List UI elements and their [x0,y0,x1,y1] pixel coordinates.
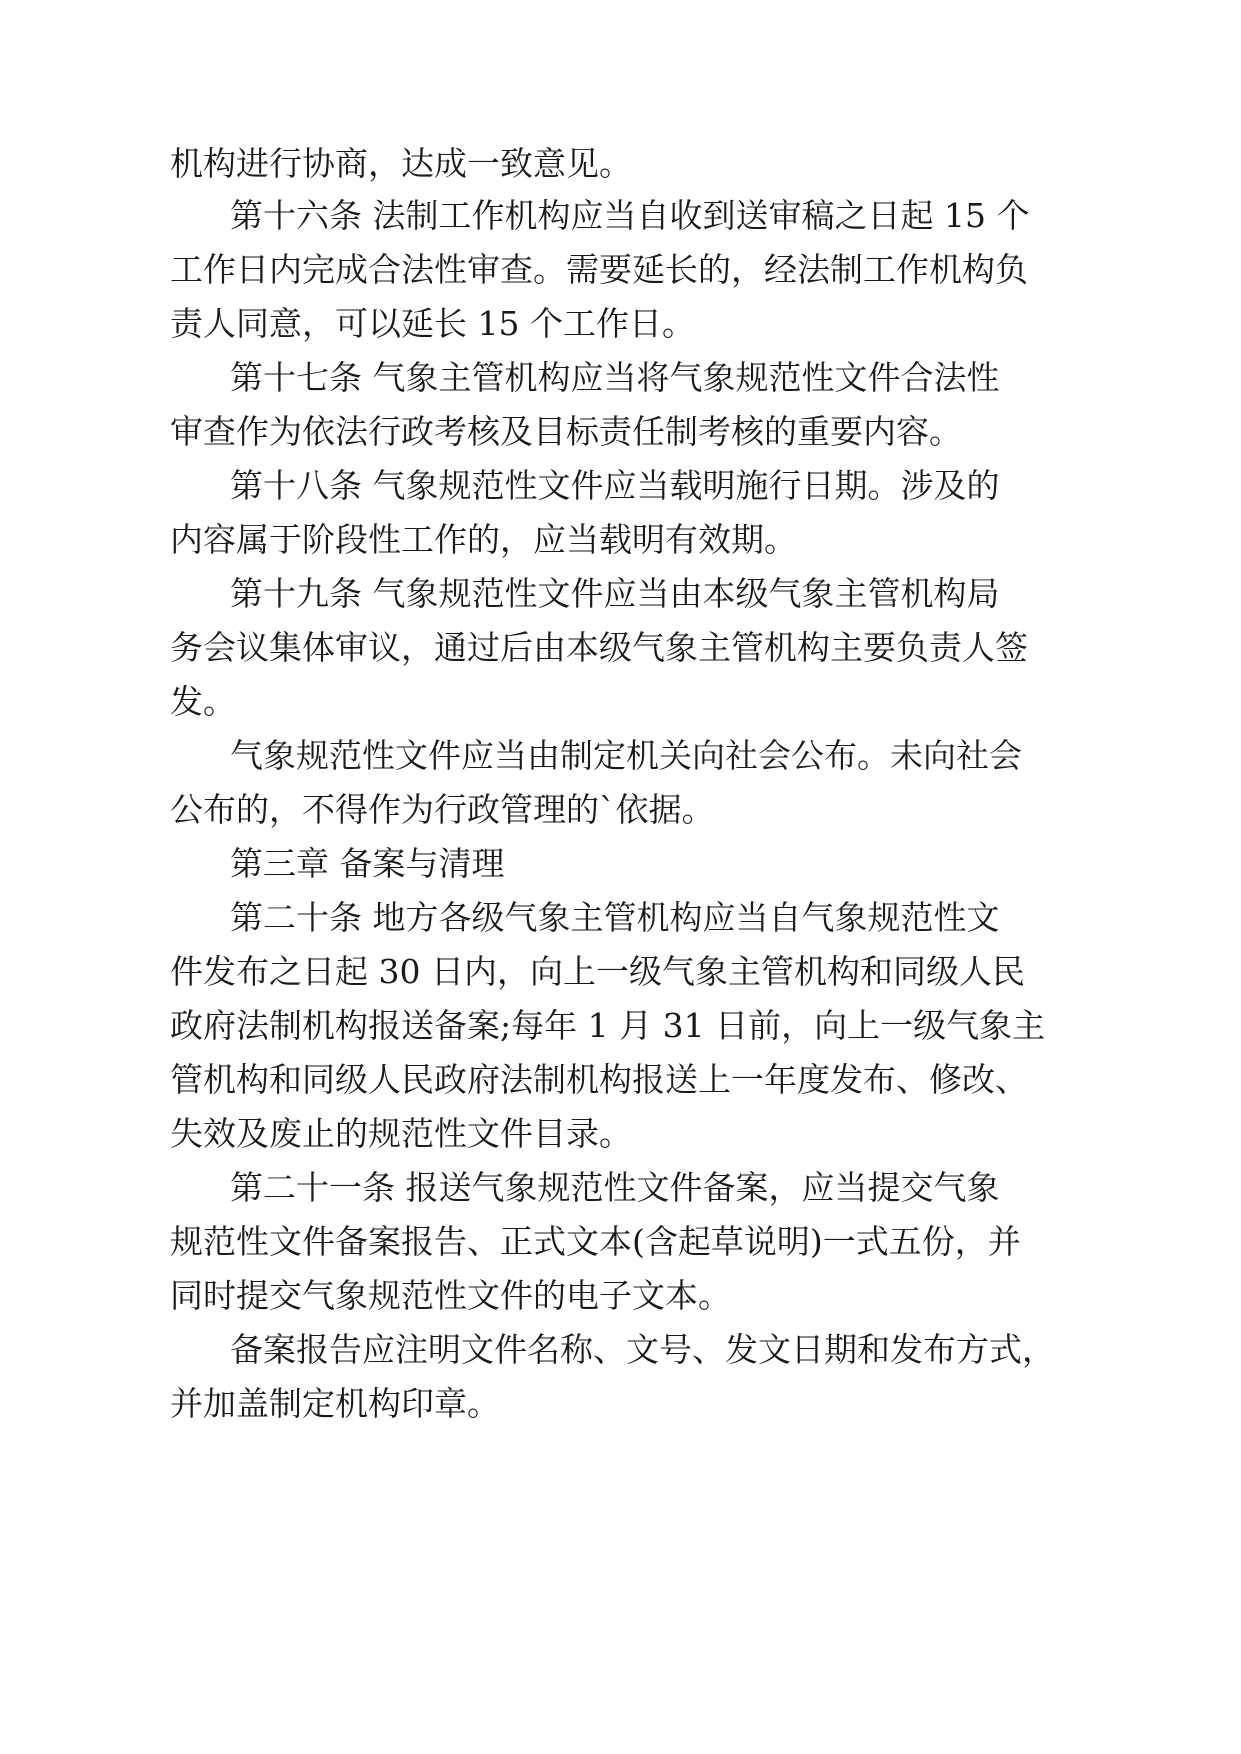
line-text: 规范性文件备案报告、正式文本(含起草说明)一式五份，并 [170,1222,1021,1261]
line-text: 工作日内完成合法性审查。需要延长的，经法制工作机构负 [170,250,1028,289]
line-text: 第三章 备案与清理 [230,844,505,883]
line-text: 政府法制机构报送备案;每年 1 月 31 日前，向上一级气象主 [170,1006,1046,1045]
line-text: 务会议集体审议，通过后由本级气象主管机构主要负责人签 [170,628,1028,667]
line-text: 气象规范性文件应当由制定机关向社会公布。未向社会 [230,736,1022,775]
line-text: 备案报告应注明文件名称、文号、发文日期和发布方式， [230,1330,1055,1369]
line-text: 并加盖制定机构印章。 [170,1384,500,1423]
text-line [0,1372,1241,1436]
line-text: 责人同意，可以延长 15 个工作日。 [170,304,695,343]
line-text: 公布的，不得作为行政管理的`依据。 [170,790,715,829]
line-text: 管机构和同级人民政府法制机构报送上一年度发布、修改、 [170,1060,1028,1099]
line-text: 第二十条 地方各级气象主管机构应当自气象规范性文 [230,898,1000,937]
line-text: 第十六条 法制工作机构应当自收到送审稿之日起 15 个 [230,196,1030,235]
line-text: 第十八条 气象规范性文件应当载明施行日期。涉及的 [230,466,1000,505]
line-text: 同时提交气象规范性文件的电子文本。 [170,1276,731,1315]
line-text: 第十九条 气象规范性文件应当由本级气象主管机构局 [230,574,1000,613]
line-text: 第二十一条 报送气象规范性文件备案，应当提交气象 [230,1168,1000,1207]
line-text: 发。 [170,682,236,721]
line-text: 内容属于阶段性工作的，应当载明有效期。 [170,520,797,559]
line-text: 件发布之日起 30 日内，向上一级气象主管机构和同级人民 [170,952,1025,991]
line-text: 失效及废止的规范性文件目录。 [170,1114,632,1153]
line-text: 审查作为依法行政考核及目标责任制考核的重要内容。 [170,412,962,451]
line-text: 机构进行协商，达成一致意见。 [170,144,632,183]
line-text: 第十七条 气象主管机构应当将气象规范性文件合法性 [230,358,1000,397]
